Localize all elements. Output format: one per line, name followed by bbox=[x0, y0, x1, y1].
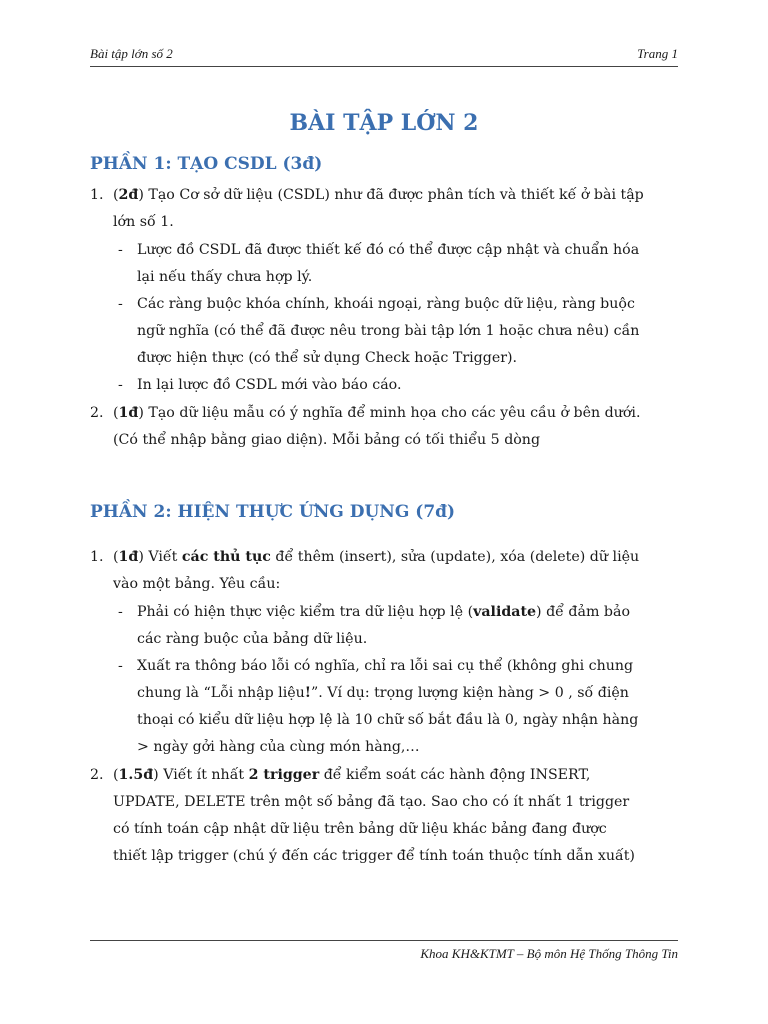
part2-item1-line1 bbox=[113, 544, 639, 571]
text-run: Phải có hiện thực việc kiểm tra dữ liệu hợp lệ ( bbox=[137, 604, 474, 620]
bold-term: các thủ tục bbox=[181, 549, 271, 565]
points-label: 2đ bbox=[118, 187, 139, 203]
points-label: 1đ bbox=[118, 549, 139, 565]
bullet-dash: - bbox=[118, 604, 123, 620]
page-footer bbox=[90, 940, 678, 963]
bullet-dash: - bbox=[118, 658, 123, 674]
part2-bullet1-line1 bbox=[137, 599, 630, 626]
part2-bullet2-line1: Xuất ra thông báo lỗi có nghĩa, chỉ ra lỗi sai cụ thể (không ghi chung bbox=[137, 658, 634, 674]
part2-item2-line2: UPDATE, DELETE trên một số bảng đã tạo. Sao cho có ít nhất 1 trigger bbox=[113, 794, 630, 810]
part1-item2-line1 bbox=[113, 400, 640, 427]
text-run: ) Viết ít nhất bbox=[153, 767, 249, 783]
bullet-dash: - bbox=[118, 242, 123, 258]
part2-item2-line4: thiết lập trigger (chú ý đến các trigger để tính toán thuộc tính dẫn xuất) bbox=[113, 848, 635, 864]
header-page-number: Trang 1 bbox=[637, 46, 678, 61]
text-run: chung là “Lỗi nhập liệu bbox=[137, 685, 305, 701]
part1-item2-number: 2. bbox=[90, 405, 104, 421]
header-doc-title: Bài tập lớn số 2 bbox=[90, 46, 173, 61]
part1-item1-line1 bbox=[113, 182, 644, 209]
part1-heading: PHẦN 1: TẠO CSDL (3đ) bbox=[90, 154, 323, 174]
part2-item2-line3: có tính toán cập nhật dữ liệu trên bảng dữ liệu khác bảng đang được bbox=[113, 821, 607, 837]
part2-bullet2-line3: thoại có kiểu dữ liệu hợp lệ là 10 chữ số bắt đầu là 0, ngày nhận hàng bbox=[137, 712, 639, 728]
points-label: 1đ bbox=[118, 405, 139, 421]
part2-item1-line2: vào một bảng. Yêu cầu: bbox=[113, 576, 281, 592]
part2-bullet2-line2 bbox=[137, 680, 629, 707]
part1-bullet1-line1: Lược đồ CSDL đã được thiết kế đó có thể được cập nhật và chuẩn hóa bbox=[137, 242, 640, 258]
bullet-dash: - bbox=[118, 296, 123, 312]
text-run: ) Tạo dữ liệu mẫu có ý nghĩa để minh họa cho các yêu cầu ở bên dưới. bbox=[138, 405, 641, 421]
text-run: ”. Ví dụ: trọng lượng kiện hàng > 0 , số điện bbox=[311, 685, 629, 701]
part1-bullet2-line2: ngữ nghĩa (có thể đã được nêu trong bài tập lớn 1 hoặc chưa nêu) cần bbox=[137, 323, 640, 339]
part1-item2-line2: (Có thể nhập bằng giao diện). Mỗi bảng có tối thiểu 5 dòng bbox=[113, 432, 541, 448]
text-run: ( bbox=[113, 767, 119, 783]
part1-item1-number: 1. bbox=[90, 187, 104, 203]
text-run: ) Viết bbox=[138, 549, 182, 565]
page-header bbox=[90, 44, 678, 67]
footer-department: Khoa KH&KTMT – Bộ môn Hệ Thống Thông Tin bbox=[420, 946, 678, 961]
text-run: ( bbox=[113, 405, 119, 421]
part1-bullet3-line1: In lại lược đồ CSDL mới vào báo cáo. bbox=[137, 377, 402, 393]
text-run: ) để đảm bảo bbox=[536, 604, 630, 620]
part2-bullet2-line4: > ngày gởi hàng của cùng món hàng,… bbox=[137, 739, 420, 755]
text-run: để kiểm soát các hành động INSERT, bbox=[319, 767, 591, 783]
document-title: BÀI TẬP LỚN 2 bbox=[289, 110, 479, 136]
bold-term: 2 trigger bbox=[248, 767, 320, 783]
part2-bullet1-line2: các ràng buộc của bảng dữ liệu. bbox=[137, 631, 368, 647]
bullet-dash: - bbox=[118, 377, 123, 393]
part2-item2-number: 2. bbox=[90, 767, 104, 783]
bold-term: ! bbox=[304, 685, 312, 701]
text-run: để thêm (insert), sửa (update), xóa (delete) dữ liệu bbox=[270, 549, 640, 565]
text-run: ) Tạo Cơ sở dữ liệu (CSDL) như đã được phân tích và thiết kế ở bài tập bbox=[138, 187, 644, 203]
text-run: ( bbox=[113, 187, 119, 203]
part2-item2-line1 bbox=[113, 762, 590, 789]
part2-item1-number: 1. bbox=[90, 549, 104, 565]
part1-item1-line2: lớn số 1. bbox=[113, 214, 174, 230]
text-run: ( bbox=[113, 549, 119, 565]
part1-bullet2-line1: Các ràng buộc khóa chính, khoái ngoại, ràng buộc dữ liệu, ràng buộc bbox=[137, 296, 635, 312]
part1-bullet2-line3: được hiện thực (có thể sử dụng Check hoặc Trigger). bbox=[137, 350, 518, 366]
part1-bullet1-line2: lại nếu thấy chưa hợp lý. bbox=[137, 269, 313, 285]
points-label: 1.5đ bbox=[118, 767, 154, 783]
bold-term: validate bbox=[473, 604, 537, 620]
part2-heading: PHẦN 2: HIỆN THỰC ỨNG DỤNG (7đ) bbox=[90, 502, 456, 522]
